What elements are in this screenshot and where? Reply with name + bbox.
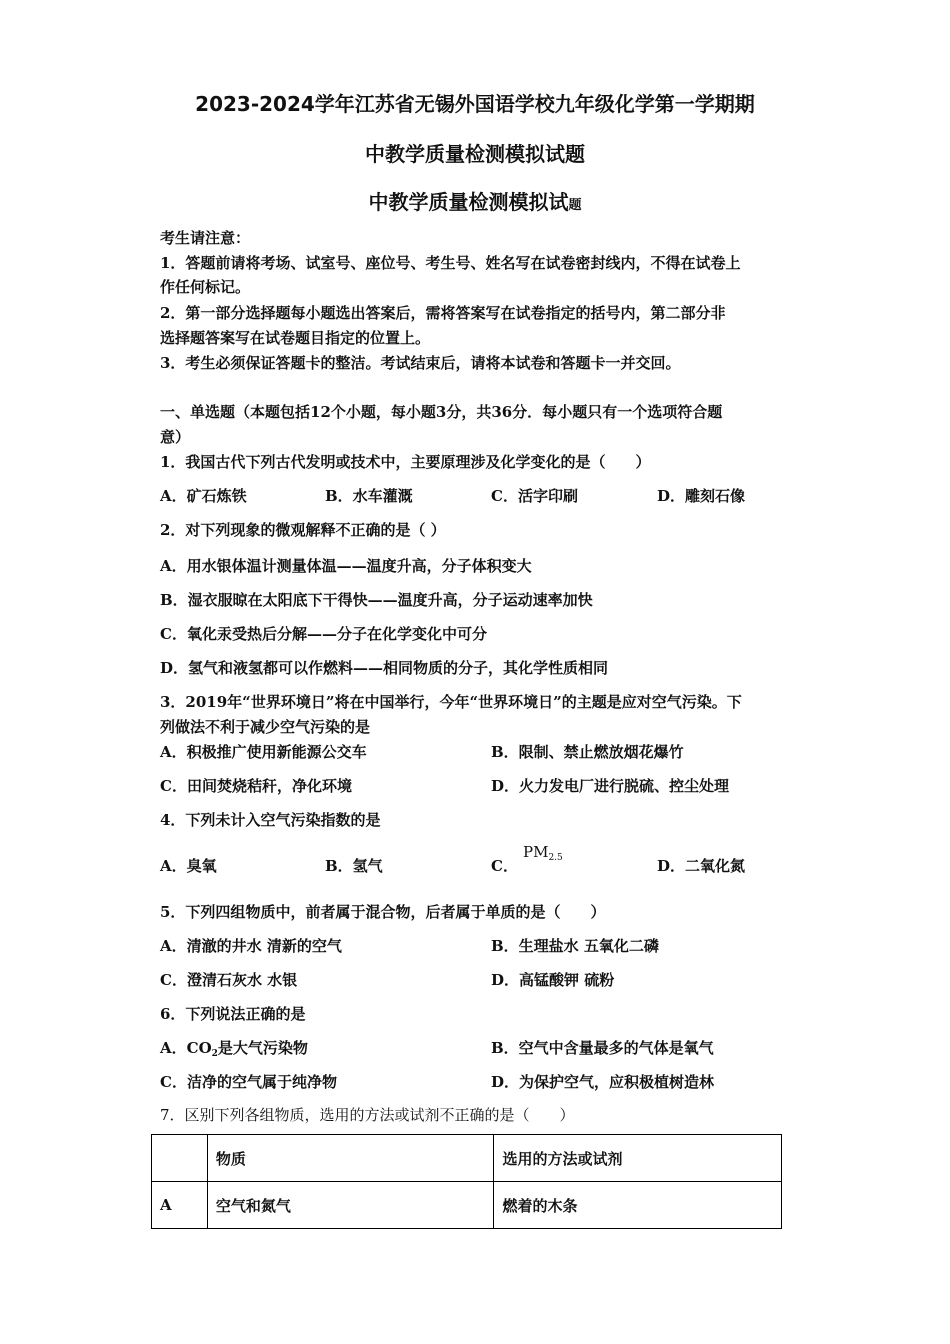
doc-title-line3-main: 中教学质量检测模拟试	[368, 190, 569, 214]
q7-stem: 7．区别下列各组物质，选用的方法或试剂不正确的是（ ）	[160, 1106, 575, 1124]
q6-option-d: D．为保护空气，应积极植树造林	[491, 1073, 715, 1091]
notice-item3: 3．考生必须保证答题卡的整洁。考试结束后，请将本试卷和答题卡一并交回。	[160, 354, 681, 372]
pm-formula: PM	[523, 843, 549, 861]
notice-item1-a: 1．答题前请将考场、试室号、座位号、考生号、姓名写在试卷密封线内，不得在试卷上	[160, 254, 741, 272]
doc-title-line2: 中教学质量检测模拟试题	[365, 142, 585, 166]
q5-option-a: A．清澈的井水 清新的空气	[160, 937, 342, 955]
q4-option-b: B．氢气	[325, 857, 383, 875]
q4-option-c: C．	[491, 857, 518, 875]
table-header-cell	[152, 1135, 208, 1182]
co2-subscript: 2	[211, 1049, 218, 1059]
section1-heading-b: 意）	[160, 428, 191, 446]
q1-option-b: B．水车灌溉	[325, 487, 413, 505]
doc-title-line3-tail: 题	[568, 198, 582, 213]
q2-option-c: C．氧化汞受热后分解——分子在化学变化中可分	[160, 625, 487, 643]
table-cell: A	[152, 1182, 208, 1229]
q6-option-b: B．空气中含量最多的气体是氧气	[491, 1039, 714, 1057]
q2-option-d: D．氢气和液氢都可以作燃料——相同物质的分子，其化学性质相同	[160, 659, 609, 677]
q5-option-b: B．生理盐水 五氧化二磷	[491, 937, 659, 955]
notice-heading: 考生请注意：	[160, 229, 251, 247]
doc-title-line1: 2023-2024学年江苏省无锡外国语学校九年级化学第一学期期	[195, 92, 755, 116]
q3-option-d: D．火力发电厂进行脱硫、控尘处理	[491, 777, 730, 795]
q5-stem: 5．下列四组物质中，前者属于混合物，后者属于单质的是（ ）	[160, 903, 606, 921]
q6-option-a-post: 是大气污染物	[217, 1039, 308, 1057]
q1-option-a: A．矿石炼铁	[160, 487, 247, 505]
q3-option-a: A．积极推广使用新能源公交车	[160, 743, 367, 761]
table-cell: 燃着的木条	[494, 1182, 782, 1229]
table-header-cell: 选用的方法或试剂	[494, 1135, 782, 1182]
q6-option-a-pre: A．CO	[160, 1039, 212, 1057]
q6-stem: 6．下列说法正确的是	[160, 1005, 306, 1023]
q6-option-c: C．洁净的空气属于纯净物	[160, 1073, 337, 1091]
q5-option-c: C．澄清石灰水 水银	[160, 971, 298, 989]
q5-option-d: D．高锰酸钾 硫粉	[491, 971, 615, 989]
table-header-row	[152, 1135, 782, 1182]
q4-option-c-formula	[523, 843, 563, 863]
notice-item2-a: 2．第一部分选择题每小题选出答案后，需将答案写在试卷指定的括号内，第二部分非	[160, 304, 726, 322]
table-row	[152, 1182, 782, 1229]
q4-stem: 4．下列未计入空气污染指数的是	[160, 811, 381, 829]
q2-option-a: A．用水银体温计测量体温——温度升高，分子体积变大	[160, 557, 532, 575]
q3-option-b: B．限制、禁止燃放烟花爆竹	[491, 743, 684, 761]
section1-heading-a: 一、单选题（本题包括12个小题，每小题3分，共36分．每小题只有一个选项符合题	[160, 403, 723, 421]
q3-stem-b: 列做法不利于减少空气污染的是	[160, 718, 371, 736]
pm-subscript: 2.5	[548, 853, 563, 863]
notice-item1-b: 作任何标记。	[160, 278, 251, 296]
q6-option-a	[160, 1037, 308, 1059]
q3-stem-a: 3．2019年“世界环境日”将在中国举行，今年“世界环境日”的主题是应对空气污染。下	[160, 693, 742, 711]
q1-option-c: C．活字印刷	[491, 487, 578, 505]
q4-option-a: A．臭氧	[160, 857, 217, 875]
table-cell: 空气和氮气	[207, 1182, 494, 1229]
q7-table	[151, 1134, 782, 1229]
q1-option-d: D．雕刻石像	[657, 487, 746, 505]
q2-stem: 2．对下列现象的微观解释不正确的是（ ）	[160, 521, 446, 539]
q2-option-b: B．湿衣服晾在太阳底下干得快——温度升高，分子运动速率加快	[160, 591, 593, 609]
q4-option-d: D．二氧化氮	[657, 857, 746, 875]
q1-stem: 1．我国古代下列古代发明或技术中，主要原理涉及化学变化的是（ ）	[160, 453, 651, 471]
q3-option-c: C．田间焚烧秸秆，净化环境	[160, 777, 352, 795]
notice-item2-b: 选择题答案写在试卷题目指定的位置上。	[160, 329, 431, 347]
table-header-cell: 物质	[207, 1135, 494, 1182]
doc-title-line3	[0, 186, 950, 215]
